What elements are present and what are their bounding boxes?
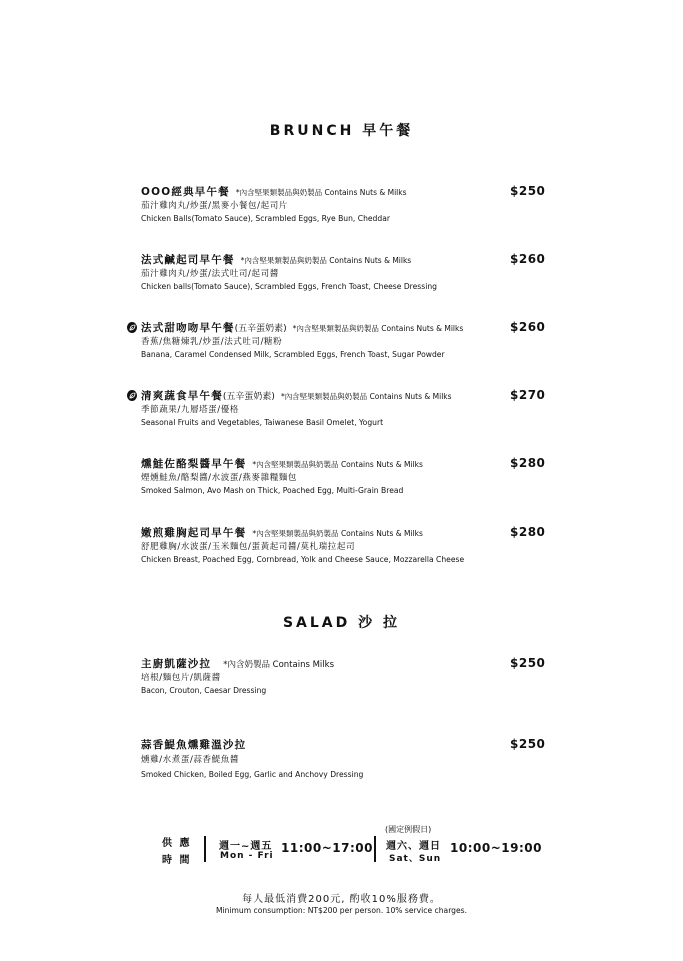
item-price: $260 [510, 320, 546, 334]
item-note: *內含堅果類製品與奶製品 Contains Nuts & Milks [235, 188, 407, 197]
item-price: $250 [510, 656, 546, 670]
item-price: $250 [510, 737, 546, 751]
minimum-consumption-en: Minimum consumption: NT$200 per person. 10% service charges. [215, 906, 468, 915]
weekend-zh: 週六、週日 [386, 841, 441, 852]
item-desc-zh: 茄汁雞肉丸/炒蛋/法式吐司/起司醬 [141, 269, 279, 279]
weekday-time: 11:00~17:00 [281, 841, 373, 855]
item-desc-zh: 茄汁雞肉丸/炒蛋/黑麥小餐包/起司片 [141, 201, 288, 211]
item-price: $260 [510, 252, 546, 266]
item-name: 嫩煎雞胸起司早午餐 [141, 527, 247, 539]
menu-item [141, 185, 561, 225]
item-desc-zh: 舒肥雞胸/水波蛋/玉米麵包/蛋黃起司醬/莫札瑞拉起司 [141, 542, 356, 552]
item-name: 法式鹹起司早午餐 [141, 254, 235, 266]
holiday-note: (國定例假日) [385, 825, 432, 834]
leaf-icon [127, 322, 137, 333]
item-price: $250 [510, 184, 546, 198]
menu-item [141, 389, 561, 429]
menu-item [141, 738, 561, 781]
brunch-title: BRUNCH 早午餐 [269, 123, 414, 139]
item-desc-en: Smoked Chicken, Boiled Egg, Garlic and Anchovy Dressing [141, 770, 364, 779]
item-desc-en: Chicken Balls(Tomato Sauce), Scrambled Eggs, Rye Bun, Cheddar [141, 214, 390, 223]
hours-label-line2: 時 間 [162, 855, 192, 866]
menu-item [141, 321, 561, 361]
item-diet: (五辛蛋奶素) [222, 392, 275, 402]
item-name: 燻鮭佐酪梨醬早午餐 [141, 458, 247, 470]
item-note: *內含堅果類製品與奶製品 Contains Nuts & Milks [292, 324, 464, 333]
item-desc-en: Chicken balls(Tomato Sauce), Scrambled Eggs, French Toast, Cheese Dressing [141, 282, 437, 291]
item-desc-zh: 煙燻鮭魚/酪梨醬/水波蛋/燕麥雜糧麵包 [141, 473, 297, 483]
item-price: $280 [510, 525, 546, 539]
service-hours [0, 822, 683, 872]
menu-item [141, 457, 561, 497]
item-price: $270 [510, 388, 546, 402]
menu-item [141, 526, 561, 566]
item-desc-en: Seasonal Fruits and Vegetables, Taiwanese Basil Omelet, Yogurt [141, 418, 384, 427]
minimum-consumption-zh: 每人最低消費200元, 酌收10%服務費。 [242, 894, 441, 905]
salad-title: SALAD 沙 拉 [282, 615, 401, 631]
item-name: 法式甜吻吻早午餐 [141, 322, 235, 334]
weekday-en: Mon - Fri [220, 851, 274, 861]
hours-divider [204, 836, 206, 862]
item-note: *內含堅果類製品與奶製品 Contains Nuts & Milks [252, 460, 423, 469]
item-desc-en: Smoked Salmon, Avo Mash on Thick, Poached Egg, Multi-Grain Bread [141, 486, 404, 495]
item-desc-zh: 燻雞/水煮蛋/蒜香鯷魚醬 [141, 755, 239, 765]
weekend-en: Sat、Sun [389, 854, 442, 864]
item-name: OOO經典早午餐 [141, 186, 230, 198]
item-name: 蒜香鯷魚燻雞溫沙拉 [141, 739, 247, 751]
item-price: $280 [510, 456, 546, 470]
item-name: 主廚凱薩沙拉 [141, 658, 212, 670]
item-note: *內含堅果類製品與奶製品 Contains Nuts & Milks [252, 529, 423, 538]
menu-item [141, 253, 561, 293]
hours-label-line1: 供 應 [162, 838, 192, 849]
item-note: *內含堅果類製品與奶製品 Contains Nuts & Milks [280, 392, 452, 401]
item-desc-en: Chicken Breast, Poached Egg, Cornbread, Yolk and Cheese Sauce, Mozzarella Cheese [141, 555, 465, 564]
item-name: 清爽蔬食早午餐 [141, 390, 223, 402]
weekday-zh: 週一~週五 [219, 841, 273, 852]
item-note: *內含堅果類製品與奶製品 Contains Nuts & Milks [240, 256, 412, 265]
item-desc-zh: 培根/麵包片/凱薩醬 [141, 673, 221, 683]
leaf-icon [127, 390, 137, 401]
item-diet: (五辛蛋奶素) [234, 324, 287, 334]
menu-item [141, 657, 561, 697]
item-desc-en: Bacon, Crouton, Caesar Dressing [141, 686, 267, 695]
item-desc-en: Banana, Caramel Condensed Milk, Scrambled Eggs, French Toast, Sugar Powder [141, 350, 445, 359]
hours-divider [374, 836, 376, 862]
item-note: *內含奶製品 Contains Milks [223, 660, 335, 670]
item-desc-zh: 季節蔬果/九層塔蛋/優格 [141, 405, 239, 415]
item-desc-zh: 香蕉/焦糖煉乳/炒蛋/法式吐司/糖粉 [141, 337, 283, 347]
weekend-time: 10:00~19:00 [450, 841, 542, 855]
